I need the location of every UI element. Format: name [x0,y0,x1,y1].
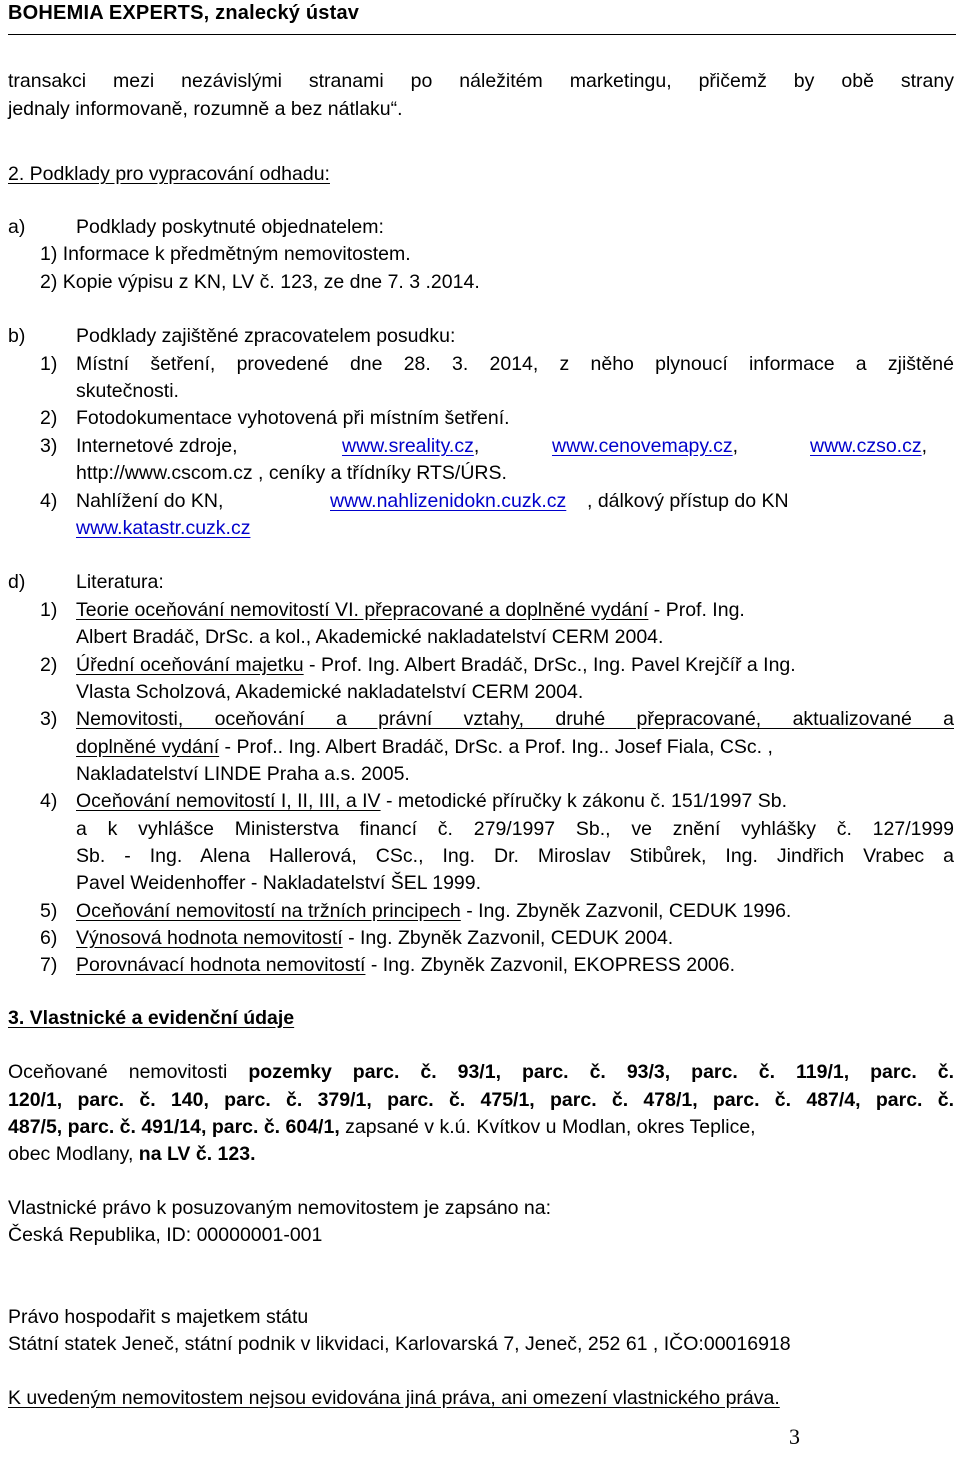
ownership-right-holder: Česká Republika, ID: 00000001-001 [8,1224,323,1246]
link-sreality[interactable]: www.sreality.cz, [342,435,480,457]
literature-1-line-2: Albert Bradáč, DrSc. a kol., Akademické nakladatelství CERM 2004. [76,626,664,648]
section-2b-item-3-line-2: http://www.cscom.cz , ceníky a třídníky RTS/ÚRS. [76,462,507,484]
literature-7-num: 7) [40,954,58,976]
section-2b-item-4-num: 4) [40,490,58,512]
intro-line-2: jednaly informovaně, rozumně a bez nátlaku“. [8,98,403,120]
intro-line-1: transakci mezi nezávislými stranami po náležitém marketingu, přičemž by obě strany [8,70,954,92]
header-divider [8,34,956,35]
management-right-holder: Státní statek Jeneč, státní podnik v likvidaci, Karlovarská 7, Jeneč, 252 61 , IČO:00016918 [8,1333,791,1355]
ownership-para-line-3: 487/5, parc. č. 491/14, parc. č. 604/1, zapsané v k.ú. Kvítkov u Modlan, okres Teplice, [8,1116,756,1138]
literature-6-line: Výnosová hodnota nemovitostí - Ing. Zbyněk Zazvonil, CEDUK 2004. [76,927,674,949]
section-2a-title: Podklady poskytnuté objednatelem: [76,216,384,238]
literature-2-num: 2) [40,654,58,676]
section-2b-label: b) [8,325,26,347]
section-2b-item-3-prefix: Internetové zdroje, [76,435,238,457]
section-2b-item-4-prefix: Nahlížení do KN, [76,490,224,512]
section-2b-item-1-num: 1) [40,353,58,375]
literature-3-line-1: Nemovitosti, oceňování a právní vztahy, druhé přepracované, aktualizované a [76,708,954,730]
literature-4-line-4: Pavel Weidenhoffer - Nakladatelství ŠEL 1999. [76,872,482,894]
literature-6-num: 6) [40,927,58,949]
section-2d-title: Literatura: [76,571,164,593]
section-2d-label: d) [8,571,26,593]
section-2b-item-1-line-2: skutečnosti. [76,380,179,402]
link-czso[interactable]: www.czso.cz, [810,435,928,457]
link-cenovemapy[interactable]: www.cenovemapy.cz, [552,435,739,457]
page-number: 3 [789,1424,800,1449]
section-2a-item-2: 2) Kopie výpisu z KN, LV č. 123, ze dne 7. 3 .2014. [40,271,480,293]
section-2b-item-3-num: 3) [40,435,58,457]
ownership-para-line-1: Oceňované nemovitosti pozemky parc. č. 93/1, parc. č. 93/3, parc. č. 119/1, parc. č. [8,1061,955,1083]
section-2-heading: 2. Podklady pro vypracování odhadu: [8,163,330,185]
literature-4-line-1: Oceňování nemovitostí I, II, III, a IV - metodické příručky k zákonu č. 151/1997 Sb. [76,790,788,812]
literature-1-num: 1) [40,599,58,621]
literature-2-line-1: Úřední oceňování majetku - Prof. Ing. Albert Bradáč, DrSc., Ing. Pavel Krejčíř a Ing. [76,654,796,676]
literature-4-num: 4) [40,790,58,812]
literature-3-line-3: Nakladatelství LINDE Praha a.s. 2005. [76,763,410,785]
management-right-label: Právo hospodařit s majetkem státu [8,1306,309,1328]
section-2b-item-2-num: 2) [40,407,58,429]
link-katastr[interactable]: www.katastr.cuzk.cz [76,517,251,539]
section-2b-title: Podklady zajištěné zpracovatelem posudku: [76,325,456,347]
literature-3-line-2: doplněné vydání - Prof.. Ing. Albert Bradáč, DrSc. a Prof. Ing.. Josef Fiala, CSc. , [76,736,773,758]
other-rights-note: K uvedeným nemovitostem nejsou evidována jiná práva, ani omezení vlastnického práva. [8,1387,780,1409]
literature-5-num: 5) [40,900,58,922]
literature-3-num: 3) [40,708,58,730]
literature-5-line: Oceňování nemovitostí na tržních principech - Ing. Zbyněk Zazvonil, CEDUK 1996. [76,900,792,922]
ownership-right-label: Vlastnické právo k posuzovaným nemovitostem je zapsáno na: [8,1197,552,1219]
link-nahlizenidokn[interactable]: www.nahlizenidokn.cuzk.cz [330,490,567,512]
literature-4-line-3: Sb. - Ing. Alena Hallerová, CSc., Ing. Dr. Miroslav Stibůrek, Ing. Jindřich Vrabec a [76,845,954,867]
section-2a-item-1: 1) Informace k předmětným nemovitostem. [40,243,411,265]
section-2a-label: a) [8,216,26,238]
ownership-para-line-4: obec Modlany, na LV č. 123. [8,1143,256,1165]
section-2b-item-2: Fotodokumentace vyhotovená při místním šetření. [76,407,510,429]
literature-2-line-2: Vlasta Scholzová, Akademické nakladatelství CERM 2004. [76,681,584,703]
section-2b-item-1-line-1: Místní šetření, provedené dne 28. 3. 2014, z něho plynoucí informace a zjištěné [76,353,954,375]
literature-7-line: Porovnávací hodnota nemovitostí - Ing. Zbyněk Zazvonil, EKOPRESS 2006. [76,954,736,976]
literature-1-line-1: Teorie oceňování nemovitostí VI. přepracované a doplněné vydání - Prof. Ing. [76,599,745,621]
header-title: BOHEMIA EXPERTS, znalecký ústav [8,2,360,24]
ownership-para-line-2: 120/1, parc. č. 140, parc. č. 379/1, parc. č. 475/1, parc. č. 478/1, parc. č. 487/4, parc. č. [8,1089,954,1111]
section-3-heading: 3. Vlastnické a evidenční údaje [8,1007,295,1029]
section-2b-item-4-suffix: , dálkový přístup do KN [587,490,789,512]
literature-4-line-2: a k vyhlášce Ministerstva financí č. 279/1997 Sb., ve znění vyhlášky č. 127/1999 [76,818,954,840]
